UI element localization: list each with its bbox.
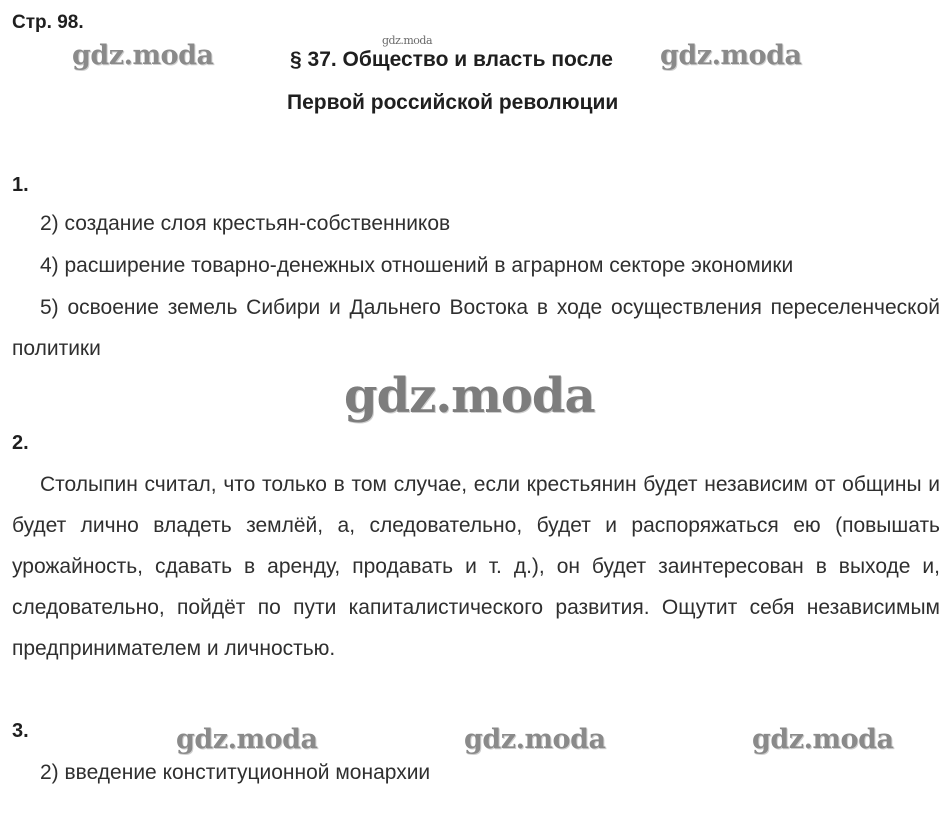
question-number-1: 1. [12,174,29,196]
question-number-2: 2. [12,432,29,454]
answer-item: 4) расширение товарно-денежных отношений в аграрном секторе экономики [40,254,794,277]
watermark-large: gdz.moda [344,368,595,424]
section-title-line2: Первой российской революции [287,91,619,114]
watermark-small: gdz.moda [382,34,433,47]
answer-item: 5) освоение земель Сибири и Дальнего Востока в ходе осуществления переселенческой политики [12,296,940,360]
answer-paragraph: Столыпин считал, что только в том случае, если крестьянин будет независим от общины и будет лично владеть землёй, а, следовательно, будет и распоряжаться ею (повышать урожайность, сдавать в аренду, продавать и т. д.), он будет заинтересован в выходе и, следовательно, пойдёт по пути капиталистического развития. Ощутит себя независимым предпринимателем и личностью. [12,473,940,660]
section-title-line1: § 37. Общество и власть после [290,48,613,71]
question-number-3: 3. [12,720,29,742]
answer-item: 2) создание слоя крестьян-собственников [40,212,451,235]
page-reference: Стр. 98. [12,12,84,33]
watermark: gdz.moda [176,724,318,755]
watermark: gdz.moda [752,724,894,755]
watermark: gdz.moda [72,40,214,71]
watermark: gdz.moda [464,724,606,755]
answer-item: 2) введение конституционной монархии [40,761,431,784]
watermark: gdz.moda [660,40,802,71]
